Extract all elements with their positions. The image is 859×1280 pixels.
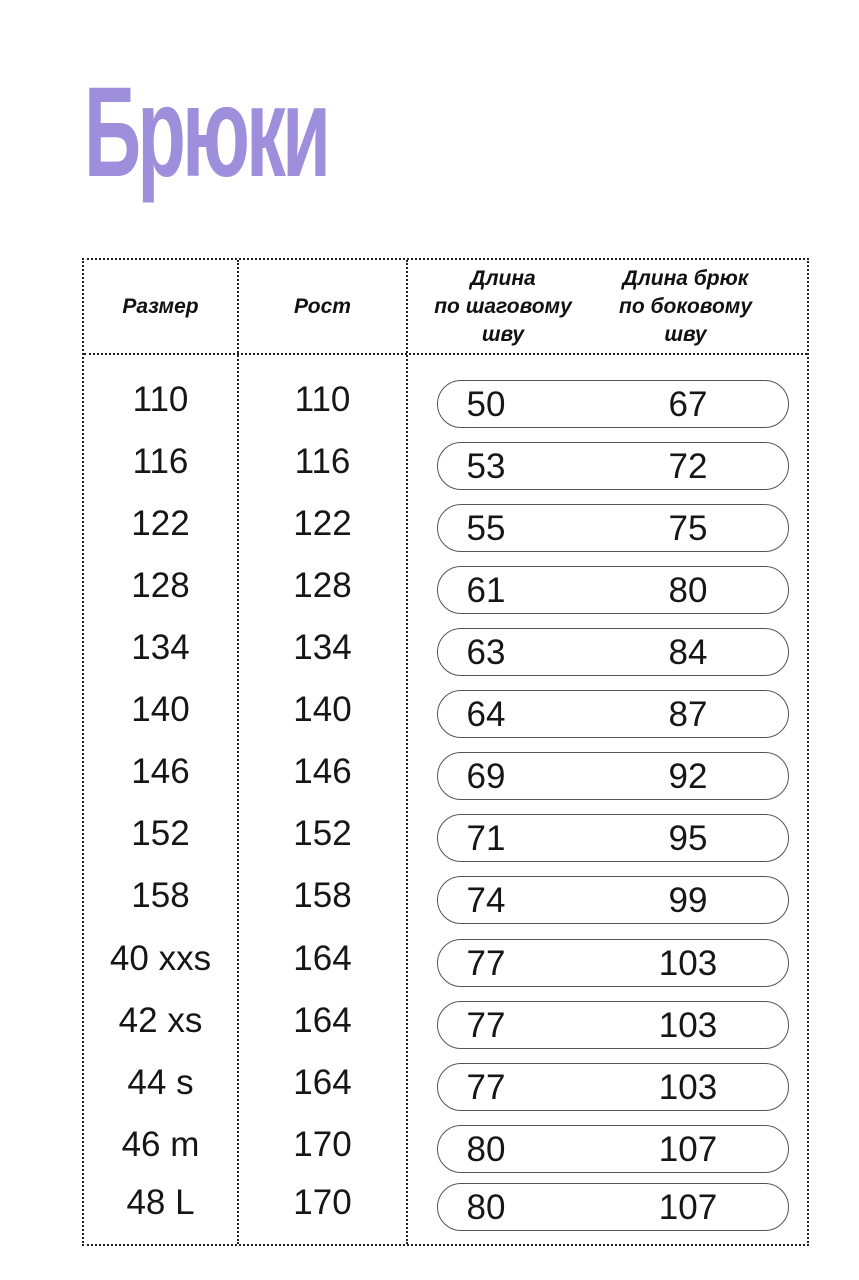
measurement-pill — [437, 814, 789, 862]
outseam-cell: 80 — [668, 571, 708, 610]
table-row — [84, 876, 807, 932]
height-cell: 170 — [293, 1183, 352, 1222]
measurement-pill — [437, 1125, 789, 1173]
measurement-pill — [437, 876, 789, 924]
measurement-pill — [437, 566, 789, 614]
size-cell: 158 — [131, 876, 190, 915]
outseam-cell: 84 — [668, 633, 708, 672]
outseam-cell: 99 — [668, 881, 708, 920]
table-row — [84, 939, 807, 995]
outseam-cell: 103 — [658, 1006, 718, 1045]
height-cell: 140 — [293, 690, 352, 729]
table-row — [84, 442, 807, 498]
header-line: шву — [481, 322, 525, 346]
header-line: шву — [664, 322, 707, 346]
measurement-pill — [437, 1183, 789, 1231]
inseam-cell: 61 — [466, 571, 506, 610]
height-cell: 146 — [293, 752, 352, 791]
outseam-cell: 103 — [658, 1068, 718, 1107]
outseam-cell: 92 — [668, 757, 708, 796]
measurement-pill — [437, 628, 789, 676]
size-cell: 146 — [131, 752, 190, 791]
header-line: по боковому — [619, 294, 752, 318]
table-row — [84, 504, 807, 560]
outseam-cell: 103 — [658, 944, 718, 983]
table-row — [84, 1183, 807, 1239]
inseam-cell: 80 — [466, 1188, 506, 1227]
header-divider — [84, 353, 807, 355]
header-inseam-length — [408, 260, 598, 353]
size-cell: 48 L — [126, 1183, 195, 1222]
measurement-pill — [437, 1001, 789, 1049]
size-cell: 42 xs — [118, 1001, 203, 1040]
inseam-cell: 69 — [466, 757, 506, 796]
header-outseam-length — [598, 260, 773, 353]
header-size: Размер — [122, 294, 199, 318]
measurement-pill — [437, 504, 789, 552]
outseam-cell: 75 — [668, 509, 708, 548]
height-cell: 164 — [293, 1063, 352, 1102]
table-row — [84, 752, 807, 808]
header-line: по шаговому — [434, 294, 572, 318]
size-cell: 128 — [131, 566, 190, 605]
header-line: Длина — [470, 266, 536, 290]
table-row — [84, 628, 807, 684]
height-cell: 152 — [293, 814, 352, 853]
inseam-cell: 77 — [466, 1006, 506, 1045]
measurement-pill — [437, 752, 789, 800]
inseam-cell: 50 — [466, 385, 506, 424]
inseam-cell: 53 — [466, 447, 506, 486]
table-row — [84, 380, 807, 436]
size-chart-table — [82, 258, 809, 1246]
page-title: Брюки — [84, 61, 328, 204]
size-cell: 116 — [132, 442, 189, 481]
size-cell: 140 — [131, 690, 190, 729]
height-cell: 128 — [293, 566, 352, 605]
outseam-cell: 72 — [668, 447, 708, 486]
measurement-pill — [437, 380, 789, 428]
inseam-cell: 64 — [466, 695, 506, 734]
height-cell: 170 — [293, 1125, 352, 1164]
outseam-cell: 67 — [668, 385, 708, 424]
outseam-cell: 95 — [668, 819, 708, 858]
outseam-cell: 107 — [658, 1130, 718, 1169]
size-cell: 44 s — [127, 1063, 194, 1102]
table-row — [84, 1001, 807, 1057]
table-row — [84, 1063, 807, 1119]
table-row — [84, 814, 807, 870]
height-cell: 110 — [294, 380, 351, 419]
measurement-pill — [437, 1063, 789, 1111]
inseam-cell: 77 — [466, 944, 506, 983]
inseam-cell: 80 — [466, 1130, 506, 1169]
height-cell: 116 — [294, 442, 351, 481]
inseam-cell: 77 — [466, 1068, 506, 1107]
header-height: Рост — [294, 294, 351, 318]
measurement-pill — [437, 690, 789, 738]
size-cell: 46 m — [121, 1125, 200, 1164]
table-row — [84, 690, 807, 746]
size-cell: 40 xxs — [109, 939, 212, 978]
outseam-cell: 107 — [658, 1188, 718, 1227]
inseam-cell: 55 — [466, 509, 506, 548]
size-cell: 152 — [131, 814, 190, 853]
height-cell: 134 — [293, 628, 352, 667]
height-cell: 158 — [293, 876, 352, 915]
header-line: Длина брюк — [622, 266, 749, 290]
inseam-cell: 63 — [466, 633, 506, 672]
size-cell: 110 — [132, 380, 189, 419]
height-cell: 164 — [293, 1001, 352, 1040]
inseam-cell: 74 — [466, 881, 506, 920]
height-cell: 122 — [293, 504, 352, 543]
table-row — [84, 1125, 807, 1181]
table-row — [84, 566, 807, 622]
height-cell: 164 — [293, 939, 352, 978]
size-cell: 122 — [131, 504, 190, 543]
size-cell: 134 — [131, 628, 190, 667]
outseam-cell: 87 — [668, 695, 708, 734]
inseam-cell: 71 — [466, 819, 506, 858]
measurement-pill — [437, 442, 789, 490]
measurement-pill — [437, 939, 789, 987]
